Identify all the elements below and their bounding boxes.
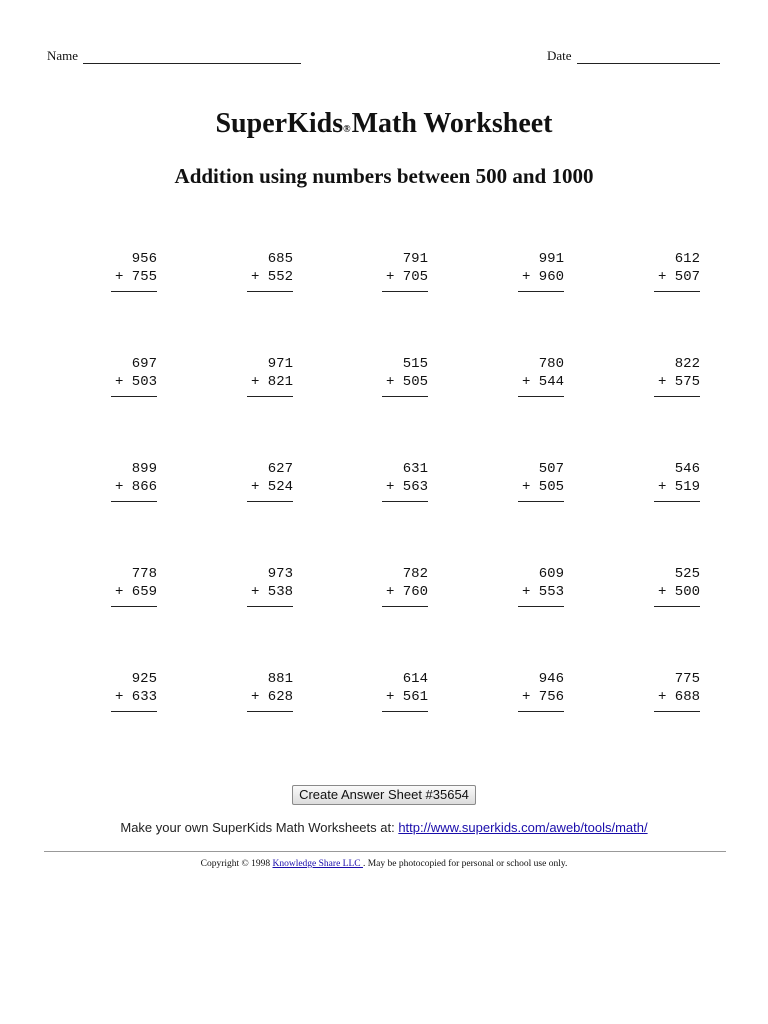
problem-top-number: 946 [538, 671, 564, 687]
answer-line [518, 501, 564, 502]
addition-problem [77, 355, 157, 397]
make-own-line [0, 820, 768, 835]
problem-bottom-number: + 866 [114, 479, 157, 495]
answer-line [247, 606, 293, 607]
addition-problem [348, 460, 428, 502]
answer-line [111, 291, 157, 292]
problem-bottom-number: + 821 [250, 374, 293, 390]
answer-line [518, 396, 564, 397]
answer-line [247, 396, 293, 397]
problem-bottom-number: + 755 [114, 269, 157, 285]
title-brand: SuperKids [215, 108, 344, 139]
name-field [47, 48, 301, 64]
addition-problem [213, 355, 293, 397]
answer-line [654, 711, 700, 712]
addition-problem [77, 670, 157, 712]
answer-line [382, 501, 428, 502]
problem-top-number: 791 [402, 251, 428, 267]
create-answer-sheet-button[interactable]: Create Answer Sheet #35654 [292, 785, 476, 805]
problem-top-number: 822 [674, 356, 700, 372]
problem-bottom-number: + 575 [657, 374, 700, 390]
knowledge-share-link[interactable]: Knowledge Share LLC [272, 859, 363, 869]
addition-problem [213, 460, 293, 502]
problem-bottom-number: + 505 [521, 479, 564, 495]
registered-mark: ® [343, 124, 351, 135]
problem-top-number: 685 [267, 251, 293, 267]
problem-bottom-number: + 705 [385, 269, 428, 285]
superkids-tools-link[interactable]: http://www.superkids.com/aweb/tools/math/ [398, 820, 648, 835]
problem-bottom-number: + 756 [521, 689, 564, 705]
date-field [547, 48, 720, 64]
title-rest: Math Worksheet [351, 108, 553, 139]
problem-bottom-number: + 561 [385, 689, 428, 705]
answer-line [247, 711, 293, 712]
problem-top-number: 899 [131, 461, 157, 477]
addition-problem [348, 355, 428, 397]
problem-bottom-number: + 563 [385, 479, 428, 495]
addition-problem [348, 670, 428, 712]
problem-top-number: 614 [402, 671, 428, 687]
page-subtitle: Addition using numbers between 500 and 1000 [174, 164, 594, 188]
problem-top-number: 881 [267, 671, 293, 687]
page-title [0, 107, 768, 141]
divider [44, 851, 726, 852]
answer-line [654, 291, 700, 292]
answer-line [654, 396, 700, 397]
addition-problem [484, 355, 564, 397]
make-own-text: Make your own SuperKids Math Worksheets at: [120, 820, 399, 835]
problem-bottom-number: + 507 [657, 269, 700, 285]
answer-line [654, 606, 700, 607]
date-label: Date [547, 48, 572, 63]
answer-line [111, 606, 157, 607]
problem-bottom-number: + 538 [250, 584, 293, 600]
answer-line [518, 291, 564, 292]
problem-top-number: 546 [674, 461, 700, 477]
addition-problem [620, 355, 700, 397]
copyright-prefix: Copyright © 1998 [200, 859, 273, 869]
name-blank [83, 49, 301, 64]
addition-problem [484, 250, 564, 292]
problem-top-number: 507 [538, 461, 564, 477]
addition-problem [620, 250, 700, 292]
problem-bottom-number: + 633 [114, 689, 157, 705]
addition-problem [348, 565, 428, 607]
addition-problem [484, 670, 564, 712]
answer-line [247, 501, 293, 502]
problem-bottom-number: + 659 [114, 584, 157, 600]
problem-top-number: 515 [402, 356, 428, 372]
answer-line [111, 396, 157, 397]
addition-problem [213, 250, 293, 292]
date-blank [577, 49, 720, 64]
problem-top-number: 782 [402, 566, 428, 582]
answer-line [111, 501, 157, 502]
problem-bottom-number: + 628 [250, 689, 293, 705]
addition-problem [620, 460, 700, 502]
problem-bottom-number: + 552 [250, 269, 293, 285]
problem-bottom-number: + 553 [521, 584, 564, 600]
problem-bottom-number: + 688 [657, 689, 700, 705]
addition-problem [213, 670, 293, 712]
addition-problem [484, 460, 564, 502]
problem-bottom-number: + 760 [385, 584, 428, 600]
addition-problem [77, 250, 157, 292]
problem-top-number: 778 [131, 566, 157, 582]
addition-problem [620, 565, 700, 607]
answer-line [111, 711, 157, 712]
problem-top-number: 956 [131, 251, 157, 267]
addition-problem [620, 670, 700, 712]
name-label: Name [47, 48, 79, 63]
answer-line [654, 501, 700, 502]
answer-line [382, 606, 428, 607]
problem-top-number: 525 [674, 566, 700, 582]
problem-top-number: 780 [538, 356, 564, 372]
problem-grid [0, 250, 768, 730]
problem-bottom-number: + 500 [657, 584, 700, 600]
problem-top-number: 612 [674, 251, 700, 267]
answer-line [518, 606, 564, 607]
problem-top-number: 973 [267, 566, 293, 582]
problem-bottom-number: + 544 [521, 374, 564, 390]
problem-top-number: 697 [131, 356, 157, 372]
answer-line [382, 711, 428, 712]
addition-problem [77, 565, 157, 607]
addition-problem [348, 250, 428, 292]
problem-bottom-number: + 519 [657, 479, 700, 495]
addition-problem [77, 460, 157, 502]
problem-top-number: 971 [267, 356, 293, 372]
answer-line [518, 711, 564, 712]
addition-problem [213, 565, 293, 607]
answer-button-wrap [0, 785, 768, 805]
problem-bottom-number: + 503 [114, 374, 157, 390]
problem-top-number: 609 [538, 566, 564, 582]
copyright-line [0, 859, 768, 869]
problem-bottom-number: + 960 [521, 269, 564, 285]
problem-top-number: 991 [538, 251, 564, 267]
problem-bottom-number: + 524 [250, 479, 293, 495]
answer-line [382, 291, 428, 292]
problem-top-number: 775 [674, 671, 700, 687]
copyright-suffix: . May be photocopied for personal or school use only. [362, 859, 568, 869]
problem-top-number: 627 [267, 461, 293, 477]
addition-problem [484, 565, 564, 607]
answer-line [247, 291, 293, 292]
problem-top-number: 925 [131, 671, 157, 687]
problem-top-number: 631 [402, 461, 428, 477]
answer-line [382, 396, 428, 397]
problem-bottom-number: + 505 [385, 374, 428, 390]
